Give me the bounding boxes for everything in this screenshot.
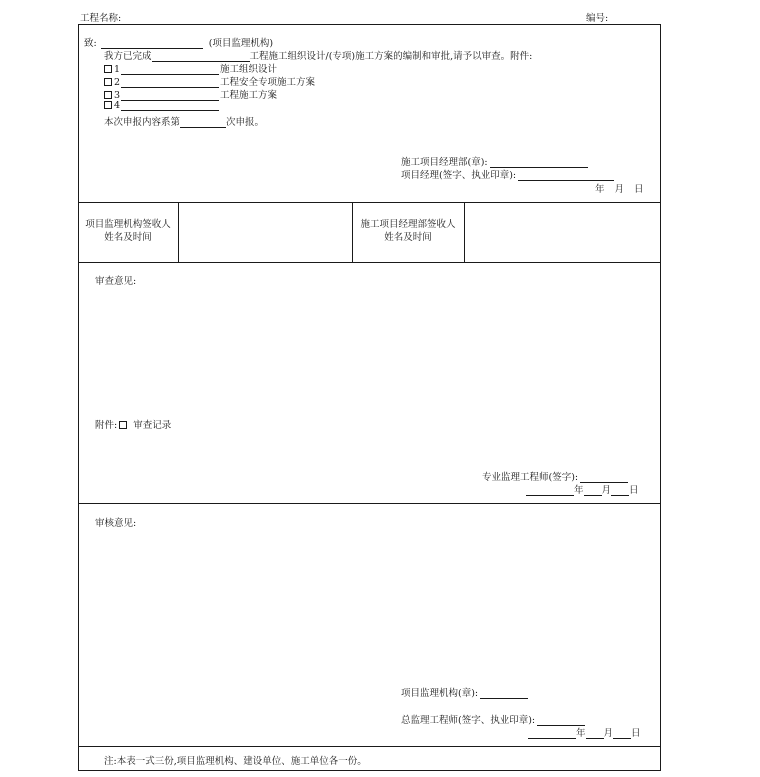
- review-attachment: [95, 417, 171, 431]
- submission-count-blank[interactable]: [180, 117, 226, 128]
- dept-label: 施工项目经理部(章):: [401, 157, 488, 168]
- supervision-receipt-field[interactable]: [179, 203, 351, 261]
- submission-prefix: 本次申报内容系第: [104, 117, 181, 128]
- checkbox-1[interactable]: [104, 65, 112, 73]
- audit-org-blank[interactable]: [480, 688, 528, 699]
- review-date-month: 月: [601, 485, 612, 496]
- attachment-3-num: 3: [114, 90, 121, 101]
- checkbox-2[interactable]: [104, 78, 112, 86]
- review-date-year: 年: [574, 485, 584, 496]
- divider-after-review: [78, 503, 661, 504]
- chief-line: [401, 712, 585, 726]
- attachment-2: [104, 74, 315, 88]
- review-day-blank[interactable]: [611, 485, 629, 496]
- form-frame: [78, 24, 661, 771]
- dept-line: [401, 154, 588, 168]
- request-date: [595, 181, 644, 195]
- request-date-day: 日: [634, 184, 644, 195]
- attachment-2-label: 工程安全专项施工方案: [220, 77, 316, 88]
- audit-year-blank[interactable]: [528, 728, 576, 739]
- review-date-day: 日: [629, 485, 639, 496]
- divider-before-note: [78, 746, 661, 747]
- request-date-month: 月: [614, 184, 625, 195]
- attachment-3: [104, 87, 277, 101]
- audit-date: [528, 725, 641, 739]
- manager-blank[interactable]: [518, 170, 614, 181]
- attachment-4-num: 4: [114, 100, 121, 111]
- audit-org-label: 项目监理机构(章):: [401, 688, 479, 699]
- completed-suffix: 工程施工组织设计/(专项)施工方案的编制和审批,请予以审查。附件:: [249, 51, 533, 62]
- audit-date-day: 日: [631, 728, 641, 739]
- review-attachment-label: 附件:: [95, 420, 118, 431]
- engineer-line: [482, 469, 628, 483]
- attachment-1-num: 1: [114, 64, 121, 75]
- footer-note: 注:本表一式三份,项目监理机构、建设单位、施工单位各一份。: [104, 756, 367, 767]
- review-year-blank[interactable]: [526, 485, 574, 496]
- to-suffix: (项目监理机构): [208, 38, 274, 49]
- attachment-4-blank[interactable]: [121, 100, 219, 111]
- checkbox-3[interactable]: [104, 91, 112, 99]
- attachment-1-label: 施工组织设计: [220, 64, 278, 75]
- attachment-2-num: 2: [114, 77, 121, 88]
- request-date-year: 年: [595, 184, 605, 195]
- to-line: [84, 35, 273, 49]
- project-name-label: 工程名称:: [80, 13, 122, 24]
- audit-date-year: 年: [576, 728, 586, 739]
- construction-receipt-label: [352, 218, 464, 244]
- chief-label: 总监理工程师(签字、执业印章):: [401, 715, 536, 726]
- review-attachment-item: 审查记录: [133, 420, 172, 431]
- to-prefix: 致:: [84, 38, 97, 49]
- submission-suffix: 次申报。: [226, 117, 265, 128]
- review-record-checkbox[interactable]: [119, 421, 127, 429]
- completed-line: [104, 48, 532, 62]
- manager-label: 项目经理(签字、执业印章):: [401, 170, 517, 181]
- supervision-receipt-line1: 项目监理机构签收人: [85, 219, 171, 230]
- construction-receipt-line1: 施工项目经理部签收人: [360, 219, 456, 230]
- engineer-label: 专业监理工程师(签字):: [482, 472, 579, 483]
- review-date: [526, 482, 639, 496]
- divider-after-receipt: [78, 262, 661, 263]
- audit-date-month: 月: [603, 728, 614, 739]
- construction-receipt-field[interactable]: [465, 203, 660, 261]
- number-label: 编号:: [586, 13, 609, 24]
- supervision-receipt-line2: 姓名及时间: [104, 232, 152, 243]
- review-month-blank[interactable]: [584, 485, 602, 496]
- audit-title: 审核意见:: [95, 518, 137, 529]
- audit-day-blank[interactable]: [613, 728, 631, 739]
- attachment-4: [104, 100, 220, 111]
- construction-receipt-line2: 姓名及时间: [384, 232, 432, 243]
- review-title: 审查意见:: [95, 276, 137, 287]
- supervision-receipt-label: [78, 218, 178, 244]
- attachment-3-label: 工程施工方案: [220, 90, 278, 101]
- audit-month-blank[interactable]: [586, 728, 604, 739]
- checkbox-4[interactable]: [104, 101, 112, 109]
- audit-org-line: [401, 685, 528, 699]
- attachment-1: [104, 61, 277, 75]
- completed-prefix: 我方已完成: [104, 51, 152, 62]
- submission-line: [104, 114, 264, 128]
- manager-line: [401, 167, 614, 181]
